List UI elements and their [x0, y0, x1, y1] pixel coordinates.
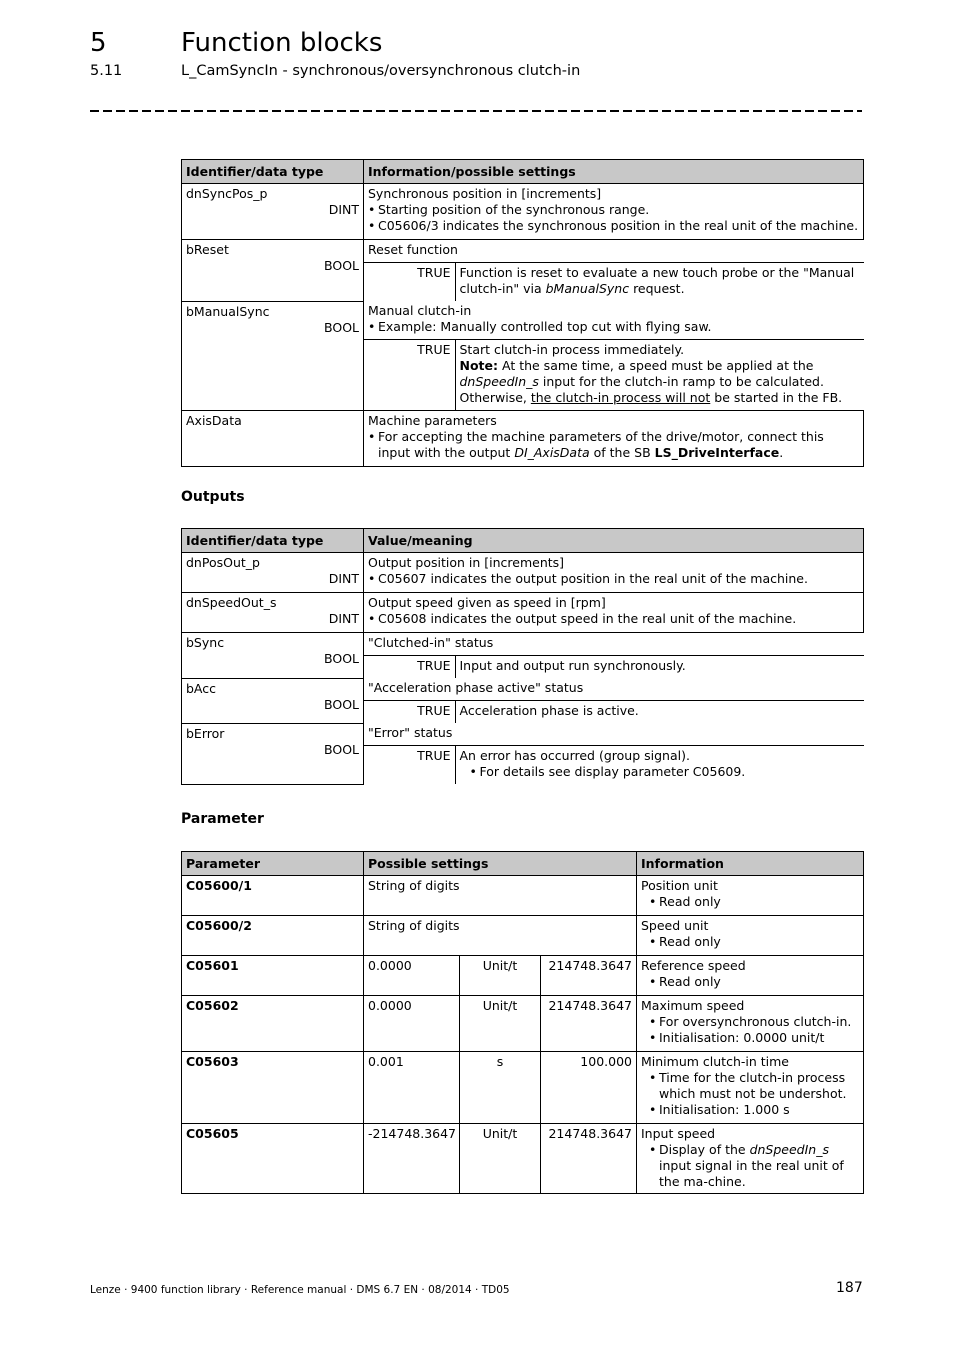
bullet-item: • For oversynchronous clutch-in.: [649, 1014, 859, 1030]
true-label: TRUE: [364, 656, 455, 679]
true-text: Input and output run synchronously.: [455, 656, 864, 679]
bullet-item: • Example: Manually controlled top cut with flying saw.: [368, 319, 860, 335]
table-row: [182, 553, 864, 593]
bullet-item: • Time for the clutch-in process which must not be undershot.: [649, 1070, 859, 1102]
bullet-item: • For details see display parameter C05609.: [470, 764, 860, 780]
true-label: TRUE: [364, 263, 455, 302]
param-max: 214748.3647: [541, 996, 637, 1052]
table-row: [182, 996, 864, 1052]
note-label: Note:: [459, 358, 499, 373]
identifier: bReset: [186, 242, 229, 257]
param-code: C05603: [182, 1052, 364, 1124]
info-text: Machine parameters: [368, 413, 497, 428]
bullet-text: of the SB: [589, 445, 655, 460]
param-code: C05600/1: [182, 876, 364, 916]
table-row: [182, 916, 864, 956]
col-header: Information/possible settings: [364, 160, 864, 184]
bullet-italic: DI_AxisData: [514, 445, 590, 460]
info-text: Output speed given as speed in [rpm]: [368, 595, 606, 610]
true-text-italic: bManualSync: [545, 281, 630, 296]
chapter-number: 5: [90, 28, 107, 58]
param-unit: Unit/t: [460, 1124, 541, 1194]
bullet-item: [368, 429, 859, 461]
info-text: "Error" status: [368, 725, 453, 740]
data-type: DINT: [328, 571, 359, 586]
col-header: Identifier/data type: [182, 160, 364, 184]
chapter-title: Function blocks: [181, 28, 383, 58]
param-code: C05605: [182, 1124, 364, 1194]
bullet-bold: LS_DriveInterface: [654, 445, 780, 460]
identifier: bSync: [186, 635, 225, 650]
table-row: [182, 678, 864, 723]
info-text: Minimum clutch-in time: [641, 1054, 789, 1069]
info-text: "Acceleration phase active" status: [368, 680, 584, 695]
table-row: [182, 240, 864, 302]
table-row: [182, 301, 864, 411]
data-type: BOOL: [324, 741, 359, 757]
bullet-item: [649, 1142, 859, 1190]
bullet-item: • Read only: [649, 934, 859, 950]
param-code: C05601: [182, 956, 364, 996]
param-setting: String of digits: [364, 916, 637, 956]
inputs-table: [181, 159, 864, 467]
bullet-italic: dnSpeedIn_s: [749, 1142, 829, 1157]
bullet-item: • Initialisation: 0.0000 unit/t: [649, 1030, 859, 1046]
param-unit: s: [460, 1052, 541, 1124]
identifier: dnSpeedOut_s: [186, 595, 277, 610]
bullet-item: • Initialisation: 1.000 s: [649, 1102, 859, 1118]
table-row: [182, 876, 864, 916]
param-min: 0.0000: [364, 956, 460, 996]
param-code: C05600/2: [182, 916, 364, 956]
data-type: BOOL: [324, 319, 359, 335]
identifier: AxisData: [186, 413, 242, 428]
info-text: Input speed: [641, 1126, 716, 1141]
outputs-heading: Outputs: [181, 489, 245, 505]
note-text: input for the clutch-in ramp to be calculated. Otherwise,: [459, 374, 824, 405]
param-unit: Unit/t: [460, 956, 541, 996]
section-number: 5.11: [90, 63, 123, 79]
data-type: DINT: [328, 611, 359, 626]
table-row: [182, 593, 864, 633]
note-text: At the same time, a speed must be applied at the: [498, 358, 814, 373]
bullet-item: • C05606/3 indicates the synchronous position in the real unit of the machine.: [368, 218, 859, 234]
param-setting: String of digits: [364, 876, 637, 916]
table-row: [182, 956, 864, 996]
info-text: Maximum speed: [641, 998, 745, 1013]
true-label: TRUE: [364, 340, 455, 411]
bullet-text: input signal in the real unit of the ma-chine.: [659, 1158, 844, 1189]
true-text: Acceleration phase is active.: [455, 701, 864, 724]
data-type: BOOL: [324, 258, 359, 273]
bullet-text: .: [779, 445, 784, 460]
info-text: Reference speed: [641, 958, 746, 973]
col-header: Value/meaning: [364, 529, 864, 553]
col-header: Identifier/data type: [182, 529, 364, 553]
param-min: -214748.3647: [364, 1124, 460, 1194]
bullet-item: • Starting position of the synchronous range.: [368, 202, 859, 218]
col-header: Information: [637, 852, 864, 876]
info-text: Output position in [increments]: [368, 555, 565, 570]
table-row: [182, 411, 864, 467]
parameter-table: [181, 851, 864, 1194]
identifier: bAcc: [186, 680, 217, 696]
table-row: [182, 184, 864, 240]
info-text: "Clutched-in" status: [368, 635, 494, 650]
info-text: Manual clutch-in: [368, 303, 472, 318]
table-row: [182, 723, 864, 784]
section-title: L_CamSyncIn - synchronous/oversynchronous clutch-in: [181, 63, 581, 79]
header-divider: [90, 110, 862, 112]
table-row: [182, 1124, 864, 1194]
bullet-item: • C05608 indicates the output speed in the real unit of the machine.: [368, 611, 859, 627]
bullet-text: For accepting the machine parameters of the drive/motor, connect this input with the output: [378, 429, 824, 460]
note: [460, 358, 860, 406]
bullet-item: • C05607 indicates the output position in the real unit of the machine.: [368, 571, 859, 587]
table-row: [182, 1052, 864, 1124]
identifier: bError: [186, 725, 225, 741]
info-text: Position unit: [641, 878, 718, 893]
true-text-end: request.: [629, 281, 685, 296]
param-max: 214748.3647: [541, 956, 637, 996]
identifier: dnSyncPos_p: [186, 186, 268, 201]
param-max: 214748.3647: [541, 1124, 637, 1194]
param-min: 0.0000: [364, 996, 460, 1052]
bullet-text: Display of the: [659, 1142, 750, 1157]
identifier: dnPosOut_p: [186, 555, 260, 570]
info-text: Speed unit: [641, 918, 709, 933]
data-type: BOOL: [324, 651, 359, 666]
param-code: C05602: [182, 996, 364, 1052]
bullet-item: • Read only: [649, 894, 859, 910]
col-header: Parameter: [182, 852, 364, 876]
true-text: Function is reset to evaluate a new touch probe or the "Manual clutch-in" via: [459, 265, 855, 296]
true-text: An error has occurred (group signal).: [459, 748, 690, 763]
footer-text: Lenze · 9400 function library · Reference manual · DMS 6.7 EN · 08/2014 · TD05: [90, 1284, 510, 1296]
data-type: DINT: [328, 202, 359, 217]
bullet-item: • Read only: [649, 974, 859, 990]
true-text: Start clutch-in process immediately.: [459, 342, 685, 357]
table-row: [182, 633, 864, 679]
identifier: bManualSync: [186, 303, 270, 319]
true-label: TRUE: [364, 746, 455, 785]
data-type: BOOL: [324, 696, 359, 712]
outputs-table: [181, 528, 864, 785]
param-min: 0.001: [364, 1052, 460, 1124]
note-italic: dnSpeedIn_s: [459, 374, 539, 389]
note-text: be started in the FB.: [710, 390, 843, 405]
page-number: 187: [836, 1280, 863, 1296]
param-max: 100.000: [541, 1052, 637, 1124]
param-unit: Unit/t: [460, 996, 541, 1052]
info-text: Reset function: [368, 242, 458, 257]
true-label: TRUE: [364, 701, 455, 724]
note-underline: the clutch-in process will not: [530, 390, 711, 405]
col-header: Possible settings: [364, 852, 637, 876]
parameter-heading: Parameter: [181, 811, 264, 827]
info-text: Synchronous position in [increments]: [368, 186, 602, 201]
